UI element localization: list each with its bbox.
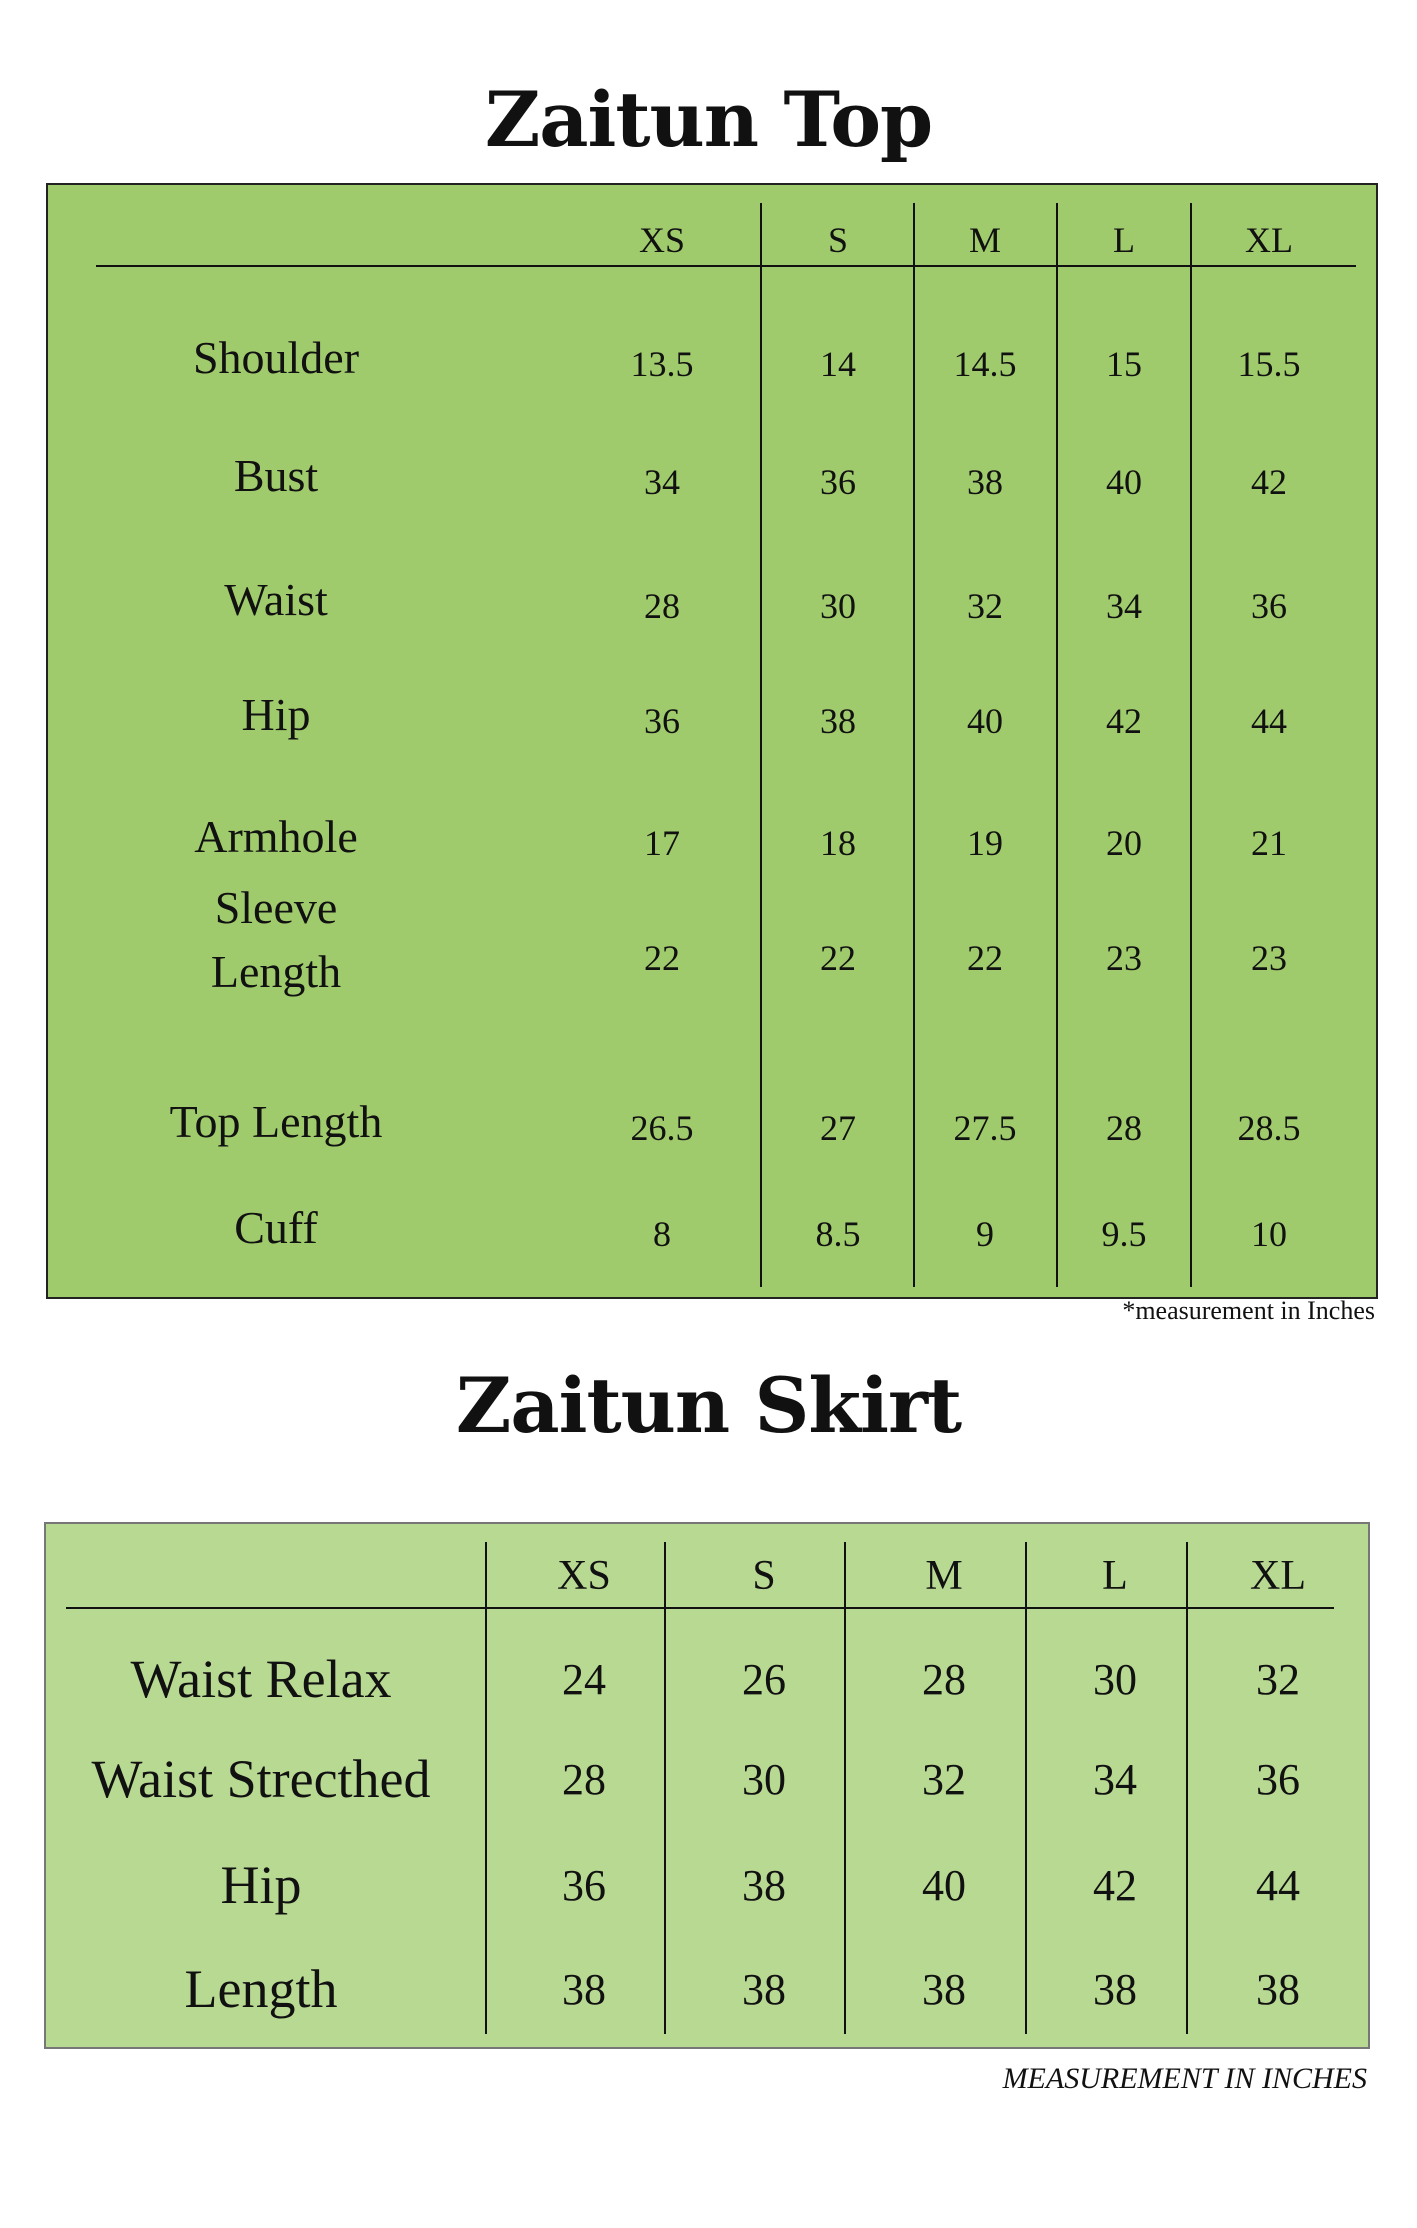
skirt-row-label: Waist Strecthed: [91, 1749, 431, 1809]
skirt-cell-value: 36: [1256, 1755, 1300, 1804]
skirt-cell-value: 44: [1256, 1861, 1300, 1910]
skirt-cell-value: 32: [922, 1755, 966, 1804]
top-cell-value: 40: [967, 701, 1003, 741]
top-cell-value: 27.5: [953, 1108, 1017, 1148]
top-cell-value: 30: [820, 586, 856, 626]
top-cell-value: 34: [1106, 586, 1142, 626]
skirt-cell-value: 36: [562, 1861, 606, 1910]
top-cell-value: 19: [967, 823, 1003, 863]
top-size-header: M: [968, 220, 1001, 260]
top-row-label: Waist: [224, 574, 328, 625]
top-cell-value: 36: [1251, 586, 1287, 626]
skirt-cell-value: 42: [1093, 1861, 1137, 1910]
top-cell-value: 22: [820, 938, 856, 978]
top-size-header: XL: [1245, 220, 1293, 260]
top-size-table: [46, 183, 1378, 1299]
skirt-cell-value: 38: [742, 1861, 786, 1910]
skirt-column-divider: [844, 1542, 846, 2034]
top-row-label: Hip: [241, 689, 311, 740]
top-size-header: L: [1113, 220, 1135, 260]
top-cell-value: 36: [820, 462, 856, 502]
top-cell-value: 28.5: [1237, 1108, 1301, 1148]
top-row-label: Sleeve: [214, 882, 338, 933]
top-cell-value: 38: [820, 701, 856, 741]
top-cell-value: 9: [976, 1214, 994, 1254]
top-header-rule: [96, 265, 1356, 267]
top-cell-value: 22: [644, 938, 680, 978]
top-cell-value: 8.5: [815, 1214, 861, 1254]
top-column-divider: [760, 203, 762, 1287]
skirt-cell-value: 26: [742, 1655, 786, 1704]
top-cell-value: 27: [820, 1108, 856, 1148]
skirt-cell-value: 38: [742, 1965, 786, 2014]
skirt-column-divider: [1025, 1542, 1027, 2034]
top-cell-value: 44: [1251, 701, 1287, 741]
top-cell-value: 18: [820, 823, 856, 863]
top-cell-value: 9.5: [1101, 1214, 1147, 1254]
top-cell-value: 32: [967, 586, 1003, 626]
skirt-size-table: [44, 1522, 1370, 2049]
top-cell-value: 20: [1106, 823, 1142, 863]
top-cell-value: 23: [1251, 938, 1287, 978]
top-row-label: Length: [210, 946, 342, 997]
top-cell-value: 26.5: [630, 1108, 694, 1148]
top-cell-value: 40: [1106, 462, 1142, 502]
skirt-measurement-note: MEASUREMENT IN INCHES: [1002, 2062, 1367, 2095]
skirt-cell-value: 38: [922, 1965, 966, 2014]
skirt-size-header: XL: [1250, 1553, 1306, 1599]
top-row-label: Cuff: [234, 1202, 318, 1253]
top-cell-value: 14: [820, 344, 856, 384]
skirt-row-label: Waist Relax: [130, 1649, 392, 1709]
top-cell-value: 14.5: [953, 344, 1017, 384]
top-cell-value: 23: [1106, 938, 1142, 978]
top-size-header: S: [827, 220, 849, 260]
top-row-label: Armhole: [194, 811, 358, 862]
top-cell-value: 17: [644, 823, 680, 863]
skirt-size-header: XS: [557, 1553, 611, 1599]
top-row-label: Bust: [233, 450, 319, 501]
top-cell-value: 8: [653, 1214, 671, 1254]
skirt-cell-value: 32: [1256, 1655, 1300, 1704]
skirt-cell-value: 24: [562, 1655, 606, 1704]
top-size-header: XS: [638, 220, 686, 260]
skirt-column-divider: [664, 1542, 666, 2034]
skirt-size-header: L: [1102, 1553, 1128, 1599]
top-cell-value: 42: [1251, 462, 1287, 502]
skirt-size-header: S: [752, 1553, 776, 1599]
skirt-cell-value: 28: [922, 1655, 966, 1704]
skirt-title: Zaitun Skirt: [455, 1361, 962, 1450]
top-cell-value: 36: [644, 701, 680, 741]
top-measurement-note: *measurement in Inches: [1122, 1296, 1375, 1325]
top-row-label: Top Length: [169, 1096, 383, 1147]
top-cell-value: 15: [1106, 344, 1142, 384]
skirt-cell-value: 30: [742, 1755, 786, 1804]
top-cell-value: 28: [644, 586, 680, 626]
skirt-row-label: Hip: [220, 1855, 302, 1915]
skirt-column-divider: [485, 1542, 487, 2034]
skirt-row-label: Length: [184, 1959, 338, 2019]
top-title: Zaitun Top: [484, 75, 933, 164]
top-cell-value: 42: [1106, 701, 1142, 741]
skirt-cell-value: 30: [1093, 1655, 1137, 1704]
top-cell-value: 21: [1251, 823, 1287, 863]
top-row-label: Shoulder: [192, 332, 360, 383]
skirt-cell-value: 28: [562, 1755, 606, 1804]
skirt-cell-value: 38: [562, 1965, 606, 2014]
skirt-cell-value: 40: [922, 1861, 966, 1910]
skirt-cell-value: 38: [1093, 1965, 1137, 2014]
top-cell-value: 22: [967, 938, 1003, 978]
skirt-cell-value: 38: [1256, 1965, 1300, 2014]
top-cell-value: 38: [967, 462, 1003, 502]
skirt-header-rule: [66, 1607, 1334, 1609]
skirt-cell-value: 34: [1093, 1755, 1137, 1804]
top-cell-value: 28: [1106, 1108, 1142, 1148]
skirt-size-header: M: [925, 1553, 963, 1599]
top-cell-value: 15.5: [1237, 344, 1301, 384]
top-cell-value: 13.5: [630, 344, 694, 384]
top-cell-value: 10: [1251, 1214, 1287, 1254]
top-cell-value: 34: [644, 462, 680, 502]
